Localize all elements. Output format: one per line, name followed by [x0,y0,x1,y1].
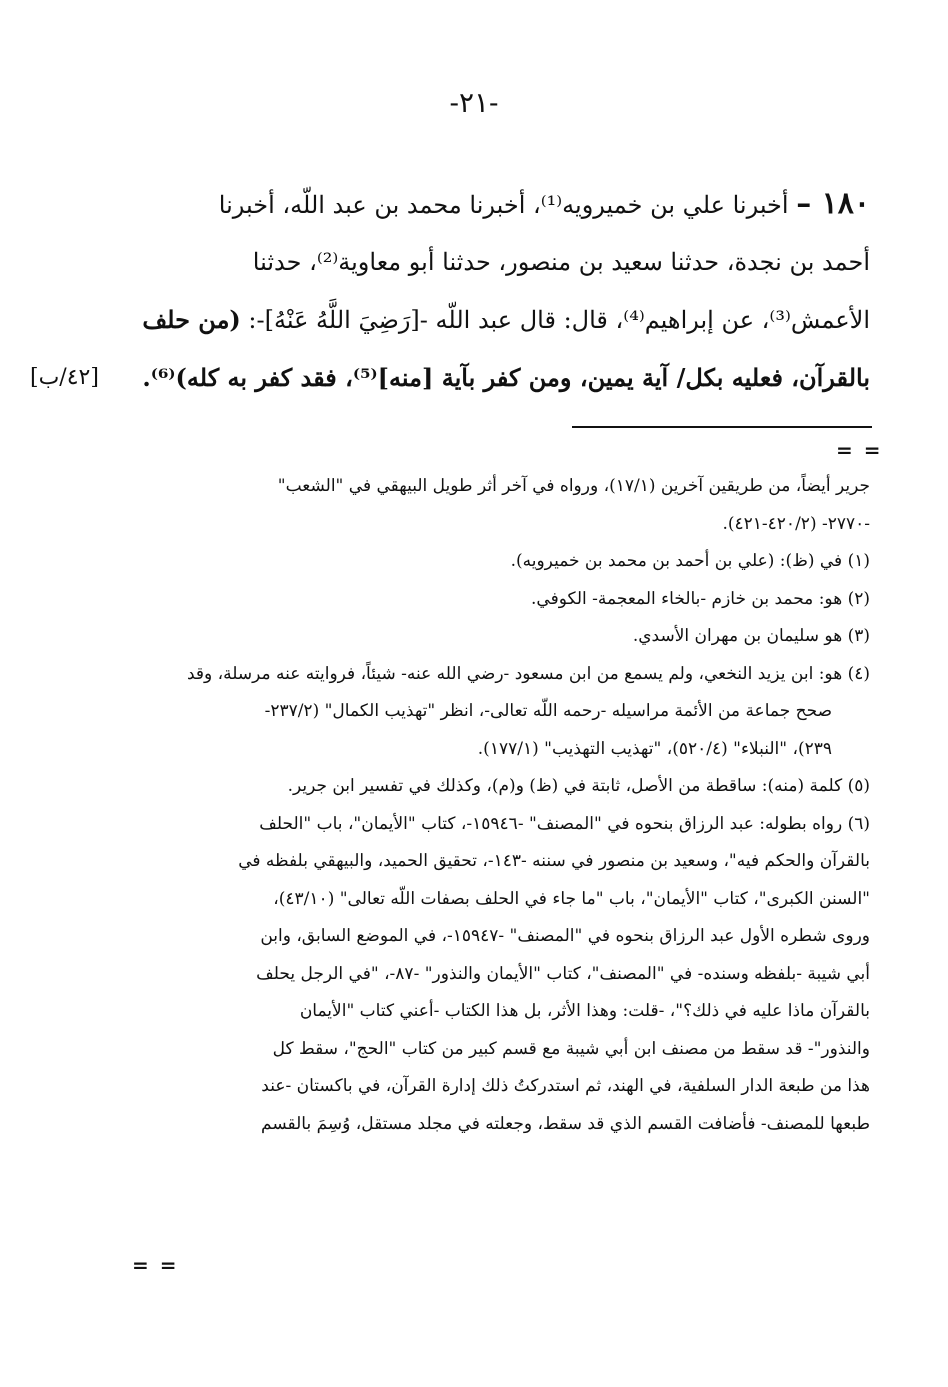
continuation-mark-bottom: = = [132,1253,179,1277]
hadith-number: ١٨٠ – [796,186,870,221]
footnote-6-line: طبعها للمصنف- فأضافت القسم الذي قد سقط، وجعلته في مجلد مستقل، وُسِمَ بالقسم [261,1113,870,1134]
continuation-mark-top: = = [836,438,883,462]
hadith-text [142,175,870,406]
footnote-continuation-line: -٢٧٧٠- (٤٢٠/٢-٤٢١). [722,513,870,534]
footnote-separator [572,426,872,428]
page-number: -٢١- [449,86,499,119]
footnote-6-line: بالقرآن والحكم فيه"، وسعيد بن منصور في سننه -١٤٣-، تحقيق الحميد، والبيهقي بلفظه في [238,851,870,871]
footnote-4-line: ٢٣٩)، "النبلاء" (٥٢٠/٤)، "تهذيب التهذيب" (١٧٧/١). [477,738,832,759]
hadith-line-1 [170,175,870,234]
footnote-4: (٤) هو: ابن يزيد النخعي، ولم يسمع من ابن مسعود -رضي الله عنه- شيئاً، فروايته عنه مرسلة، وقد [186,663,870,684]
hadith-quote-start: (من حلف [142,305,241,334]
footnote-4-line: صحح جماعة من الأئمة مراسيله -رحمه اللّه تعالى-، انظر "تهذيب الكمال" (٢٣٧/٢- [264,701,832,721]
hadith-line-1-text: أخبرنا علي بن خميرويه⁽¹⁾، أخبرنا محمد بن عبد اللّه، أخبرنا [218,191,789,219]
footnotes [130,468,870,1143]
footnote-6: (٦) رواه بطوله: عبد الرزاق بنحوه في "المصنف" -١٥٩٤٦-، كتاب "الأيمان"، باب "الحلف [259,813,870,834]
hadith-quote-line: بالقرآن، فعليه بكل/ آية يمين، ومن كفر بآية [منه]⁽⁵⁾، فقد كفر به كله)⁽⁶⁾. [142,363,870,392]
manuscript-folio-reference: [٤٢/ب] [30,365,99,390]
hadith-line-3-text: الأعمش⁽³⁾، عن إبراهيم⁽⁴⁾، قال: قال عبد اللّه -[رَضِيَ اللَّهُ عَنْهُ]-: [248,306,870,334]
footnote-continuation-line: جرير أيضاً، من طريقين آخرين (١٧/١)، ورواه في آخر أثر طويل البيهقي في "الشعب" [277,476,870,496]
footnote-3: (٣) هو سليمان بن مهران الأسدي. [632,626,870,646]
footnote-6-line: "السنن الكبرى"، كتاب "الأيمان"، باب "ما جاء في الحلف بصفات اللّه تعالى" (٤٣/١٠)، [273,888,870,909]
footnote-2: (٢) هو: محمد بن خازم -بالخاء المعجمة- الكوفي. [531,588,870,609]
footnote-6-line: هذا من طبعة الدار السلفية، في الهند، ثم استدركتُ ذلك إدارة القرآن، في باكستان -عند [261,1076,870,1096]
footnote-6-line: والنذور"- قد سقط من مصنف ابن أبي شيبة مع قسم كبير من كتاب "الحج"، سقط كل [272,1038,870,1059]
footnote-6-line: بالقرآن ماذا عليه في ذلك؟"، -قلت: وهذا الأثر، بل هذا الكتاب -أعني كتاب "الأيمان [299,1001,870,1021]
footnote-5: (٥) كلمة (منه): ساقطة من الأصل، ثابتة في (ظ) و(م)، وكذلك في تفسير ابن جرير. [287,776,870,796]
footnote-6-line: أبي شيبة -بلفظه وسنده- في "المصنف"، كتاب "الأيمان والنذور" -٨٧-، "في الرجل يحلف [256,963,870,984]
hadith-line-2: أحمد بن نجدة، حدثنا سعيد بن منصور، حدثنا أبو معاوية⁽²⁾، حدثنا [252,248,870,276]
footnote-1: (١) في (ظ): (علي بن أحمد بن محمد بن خميرويه). [510,551,870,571]
footnote-6-line: وروى شطره الأول عبد الرزاق بنحوه في "المصنف" -١٥٩٤٧-، في الموضع السابق، وابن [260,926,870,946]
hadith-line-3 [142,291,870,349]
